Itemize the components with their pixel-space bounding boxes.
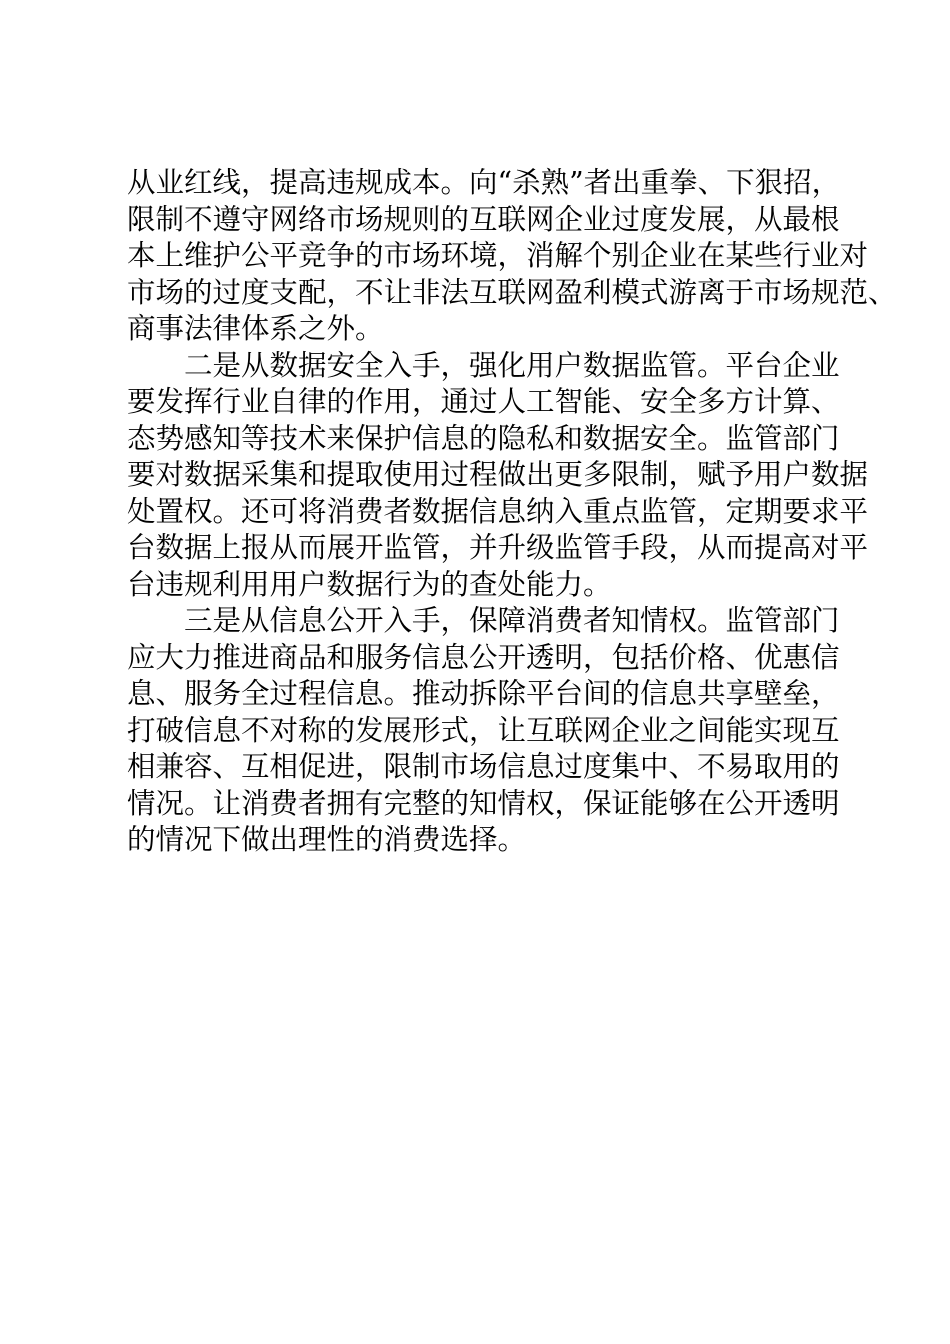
text-line: 三是从信息公开入手，保障消费者知情权。监管部门 xyxy=(127,604,840,637)
text-line: 的情况下做出理性的消费选择。 xyxy=(127,823,527,856)
text-line: 应大力推进商品和服务信息公开透明，包括价格、优惠信 xyxy=(127,640,840,674)
text-line: 相兼容、互相促进，限制市场信息过度集中、不易取用的 xyxy=(127,750,840,783)
text-line: 商事法律体系之外。 xyxy=(127,312,384,345)
text-line: 息、服务全过程信息。推动拆除平台间的信息共享壁垒， xyxy=(127,677,840,710)
text-line: 本上维护公平竞争的市场环境，消解个别企业在某些行业对 xyxy=(127,239,869,272)
text-line: 要发挥行业自律的作用，通过人工智能、安全多方计算、 xyxy=(127,385,840,418)
text-line: 台违规利用用户数据行为的查处能力。 xyxy=(127,567,612,601)
body-text xyxy=(127,165,897,859)
text-line: 情况。让消费者拥有完整的知情权，保证能够在公开透明 xyxy=(127,786,840,820)
text-line: 处置权。还可将消费者数据信息纳入重点监管，定期要求平 xyxy=(127,494,869,528)
text-line: 台数据上报从而展开监管，并升级监管手段，从而提高对平 xyxy=(127,531,869,564)
text-line: 从业红线，提高违规成本。向“杀熟”者出重拳、下狠招， xyxy=(127,166,841,199)
text-line: 二是从数据安全入手，强化用户数据监管。平台企业 xyxy=(127,348,840,382)
text-line: 市场的过度支配，不让非法互联网盈利模式游离于市场规范、 xyxy=(127,275,897,309)
text-line: 限制不遵守网络市场规则的互联网企业过度发展，从最根 xyxy=(127,202,840,236)
text-line: 打破信息不对称的发展形式，让互联网企业之间能实现互 xyxy=(127,713,840,747)
text-line: 要对数据采集和提取使用过程做出更多限制，赋予用户数据 xyxy=(127,458,869,491)
text-line: 态势感知等技术来保护信息的隐私和数据安全。监管部门 xyxy=(127,421,840,455)
